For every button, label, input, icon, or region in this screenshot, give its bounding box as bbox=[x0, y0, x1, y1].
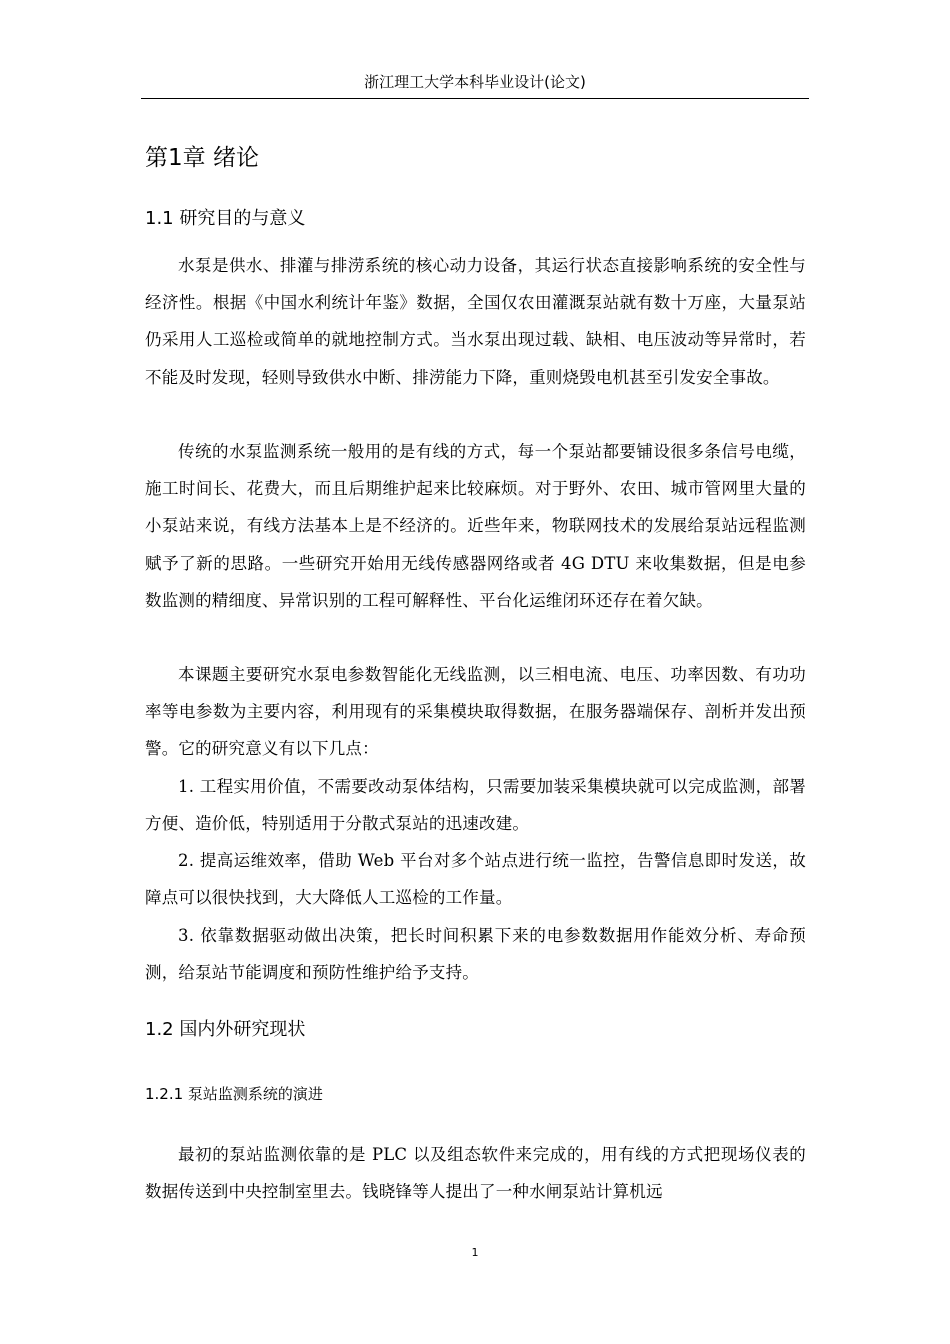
running-header: 浙江理工大学本科毕业设计(论文) bbox=[364, 73, 586, 91]
subsection-title-1-2-1: 1.2.1 泵站监测系统的演进 bbox=[145, 1085, 323, 1103]
section-title-1-1: 1.1 研究目的与意义 bbox=[145, 208, 306, 229]
paragraph-significance-1: 1. 工程实用价值，不需要改动泵体结构，只需要加装采集模块就可以完成监测，部署方便、造价低，特别适用于分散式泵站的迅速改建。 bbox=[145, 777, 806, 834]
paragraph-plc-monitoring: 最初的泵站监测依靠的是 PLC 以及组态软件来完成的，用有线的方式把现场仪表的数据传送到中央控制室里去。钱晓锋等人提出了一种水闸泵站计算机远 bbox=[145, 1145, 806, 1202]
paragraph-research-topic: 本课题主要研究水泵电参数智能化无线监测，以三相电流、电压、功率因数、有功功率等电参数为主要内容，利用现有的采集模块取得数据，在服务器端保存、剖析并发出预警。它的研究意义有以下几点： bbox=[145, 665, 806, 759]
paragraph-traditional-monitoring: 传统的水泵监测系统一般用的是有线的方式，每一个泵站都要铺设很多条信号电缆，施工时间长、花费大，而且后期维护起来比较麻烦。对于野外、农田、城市管网里大量的小泵站来说，有线方法基本上是不经济的。近些年来，物联网技术的发展给泵站远程监测赋予了新的思路。一些研究开始用无线传感器网络或者 4G DTU 来收集数据，但是电参数监测的精细度、异常识别的工程可解释性、平台化运维闭环还存在着欠缺。 bbox=[145, 442, 806, 610]
section-title-1-2: 1.2 国内外研究现状 bbox=[145, 1019, 306, 1040]
paragraph-significance-2: 2. 提高运维效率，借助 Web 平台对多个站点进行统一监控，告警信息即时发送，故障点可以很快找到，大大降低人工巡检的工作量。 bbox=[145, 851, 806, 908]
page-number: 1 bbox=[471, 1246, 479, 1259]
paragraph-intro-pumps: 水泵是供水、排灌与排涝系统的核心动力设备，其运行状态直接影响系统的安全性与经济性。根据《中国水利统计年鉴》数据，全国仅农田灌溉泵站就有数十万座，大量泵站仍采用人工巡检或简单的就地控制方式。当水泵出现过载、缺相、电压波动等异常时，若不能及时发现，轻则导致供水中断、排涝能力下降，重则烧毁电机甚至引发安全事故。 bbox=[145, 256, 806, 387]
chapter-title: 第1章 绪论 bbox=[145, 145, 259, 171]
paragraph-significance-3: 3. 依靠数据驱动做出决策，把长时间积累下来的电参数数据用作能效分析、寿命预测，给泵站节能调度和预防性维护给予支持。 bbox=[145, 926, 806, 983]
header-divider bbox=[141, 98, 809, 99]
